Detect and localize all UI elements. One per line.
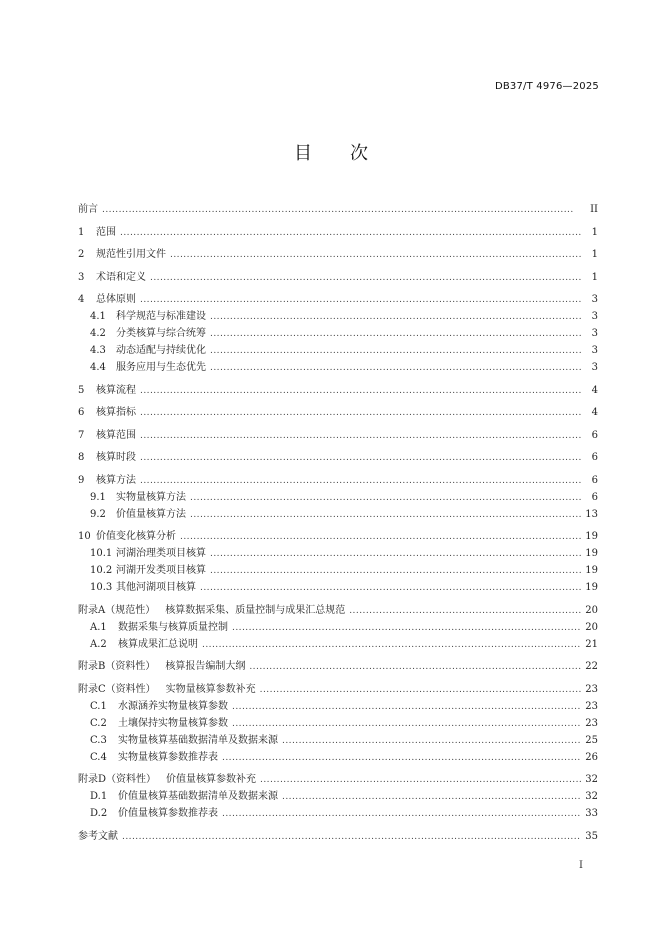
toc-entry[interactable] [78, 382, 598, 399]
table-of-contents [78, 201, 598, 845]
toc-entry-page: 20 [585, 604, 598, 616]
toc-entry[interactable] [78, 788, 598, 805]
toc-entry-page: 3 [591, 311, 598, 322]
toc-leader-dots [210, 546, 581, 563]
toc-entry-number: 1 [78, 226, 85, 238]
toc-entry-page: 6 [591, 452, 598, 463]
toc-leader-dots [260, 682, 582, 699]
toc-entry-page: 32 [585, 774, 598, 785]
toc-entry[interactable] [78, 404, 598, 421]
toc-entry[interactable] [78, 732, 598, 749]
title-char-2: 次 [350, 143, 368, 164]
toc-entry-number: 附录B（资料性） [78, 661, 156, 672]
toc-leader-dots [140, 405, 582, 422]
toc-entry-page: 1 [591, 271, 598, 283]
toc-entry-page: 21 [585, 638, 598, 650]
toc-entry-number: 附录D（资料性） [78, 774, 157, 785]
toc-entry-label: 核算报告编制大纲 [165, 661, 246, 672]
toc-leader-dots [140, 450, 582, 467]
toc-entry-number: 10.3 [90, 582, 113, 593]
toc-leader-dots [260, 772, 581, 789]
toc-leader-dots [140, 292, 582, 309]
toc-entry-label: 数据采集与核算质量控制 [118, 621, 228, 633]
toc-entry-number: 4.4 [90, 362, 106, 373]
toc-entry-page: 23 [585, 717, 598, 729]
toc-leader-dots [232, 716, 581, 733]
toc-entry-label: 核算范围 [96, 429, 136, 441]
toc-entry-number: 9.1 [90, 491, 106, 503]
toc-entry-label: 服务应用与生态优先 [116, 362, 206, 373]
toc-entry-label: 核算成果汇总说明 [118, 638, 198, 650]
toc-entry-page: 26 [585, 751, 598, 763]
toc-entry-page: 33 [585, 808, 598, 819]
toc-entry[interactable] [78, 427, 598, 444]
toc-leader-dots [202, 637, 581, 654]
toc-entry[interactable] [78, 528, 598, 545]
toc-entry-page: 6 [591, 491, 598, 503]
toc-entry-label: 参考文献 [78, 830, 118, 842]
toc-entry[interactable] [78, 269, 598, 286]
toc-entry-label: 核算指标 [96, 407, 136, 418]
toc-entry-label: 价值量核算参数补充 [166, 774, 257, 785]
toc-entry-label: 核算流程 [96, 384, 136, 396]
toc-leader-dots [140, 428, 582, 445]
toc-entry-page: 23 [585, 700, 598, 712]
toc-entry[interactable] [78, 828, 598, 845]
toc-entry-label: 总体原则 [96, 294, 136, 305]
toc-entry[interactable] [78, 201, 598, 218]
toc-entry[interactable] [78, 246, 598, 263]
toc-entry-label: 价值量核算参数推荐表 [118, 808, 218, 819]
toc-entry-page: 19 [585, 531, 598, 542]
toc-leader-dots [232, 620, 581, 637]
toc-entry-page: 1 [591, 249, 598, 260]
toc-entry-number: 3 [78, 271, 85, 283]
toc-entry-number: 10.1 [90, 548, 113, 559]
toc-entry[interactable] [78, 562, 598, 579]
toc-entry-number: A.1 [90, 621, 107, 633]
toc-entry-label: 核算时段 [96, 452, 136, 463]
page-number: I [579, 860, 583, 871]
toc-entry-label: 其他河湖项目核算 [116, 582, 196, 593]
toc-entry-label: 价值量核算基础数据清单及数据来源 [118, 791, 278, 802]
toc-entry-number: C.1 [90, 700, 107, 712]
toc-entry[interactable] [78, 698, 598, 715]
toc-entry-label: 动态适配与持续优化 [116, 345, 206, 356]
toc-entry-page: II [590, 204, 598, 215]
toc-leader-dots [190, 490, 582, 507]
toc-leader-dots [222, 750, 581, 767]
toc-entry-label: 实物量核算参数补充 [165, 683, 256, 695]
toc-leader-dots [349, 603, 581, 620]
toc-leader-dots [140, 383, 582, 400]
toc-entry-label: 价值量核算方法 [116, 508, 186, 520]
page-title [0, 139, 662, 165]
toc-entry[interactable] [78, 359, 598, 376]
toc-entry-page: 35 [585, 830, 598, 842]
toc-leader-dots [249, 659, 581, 676]
toc-entry-label: 规范性引用文件 [96, 249, 166, 260]
toc-entry[interactable] [78, 636, 598, 653]
toc-entry-number: D.2 [90, 808, 108, 819]
toc-entry-label: 实物量核算参数推荐表 [118, 751, 218, 763]
toc-entry-number: 9.2 [90, 508, 106, 520]
title-char-1: 目 [294, 143, 312, 164]
toc-entry-page: 23 [585, 683, 598, 695]
toc-leader-dots [210, 343, 582, 360]
toc-entry-page: 6 [591, 429, 598, 441]
toc-entry-number: 6 [78, 407, 85, 418]
toc-entry[interactable] [78, 472, 598, 489]
toc-entry[interactable] [78, 658, 598, 675]
toc-leader-dots [210, 360, 582, 377]
toc-entry-number: 附录A（规范性） [78, 604, 156, 616]
toc-entry[interactable] [78, 342, 598, 359]
toc-entry-label: 土壤保持实物量核算参数 [118, 717, 228, 729]
toc-entry-number: 8 [78, 452, 85, 463]
toc-entry-label: 核算方法 [96, 474, 136, 486]
toc-leader-dots [190, 507, 581, 524]
toc-entry-label: 实物量核算基础数据清单及数据来源 [118, 734, 278, 746]
toc-entry-number: 2 [78, 249, 85, 260]
toc-entry-number: 4 [78, 294, 85, 305]
toc-leader-dots [282, 733, 581, 750]
toc-entry-page: 25 [585, 734, 598, 746]
toc-entry-page: 3 [591, 362, 598, 373]
toc-entry-page: 32 [585, 791, 598, 802]
toc-entry-number: 附录C（资料性） [78, 683, 156, 695]
toc-entry-label: 术语和定义 [96, 271, 146, 283]
toc-leader-dots [282, 789, 581, 806]
toc-entry-label: 科学规范与标准建设 [116, 311, 206, 322]
toc-entry-page: 19 [585, 548, 598, 559]
toc-entry-number: 4.3 [90, 345, 106, 356]
toc-entry-number: 9 [78, 474, 85, 486]
toc-entry[interactable] [78, 308, 598, 325]
toc-entry-label: 河湖治理类项目核算 [116, 548, 206, 559]
toc-entry[interactable] [78, 291, 598, 308]
toc-leader-dots [210, 309, 582, 326]
toc-entry[interactable] [78, 602, 598, 619]
toc-entry-number: A.2 [90, 638, 107, 650]
toc-leader-dots [232, 699, 581, 716]
toc-entry-number: D.1 [90, 791, 108, 802]
toc-entry[interactable] [78, 449, 598, 466]
toc-entry-label: 分类核算与综合统筹 [116, 328, 206, 339]
toc-entry-label: 实物量核算方法 [116, 491, 186, 503]
toc-entry[interactable] [78, 325, 598, 342]
toc-leader-dots [170, 247, 582, 264]
toc-entry-page: 19 [585, 565, 598, 576]
toc-entry-page: 19 [585, 582, 598, 593]
toc-entry-page: 3 [591, 294, 598, 305]
toc-leader-dots [180, 529, 581, 546]
toc-entry[interactable] [78, 489, 598, 506]
toc-entry-label: 前言 [78, 204, 98, 215]
toc-entry-number: 5 [78, 384, 85, 396]
toc-entry-number: 7 [78, 429, 85, 441]
toc-entry[interactable] [78, 545, 598, 562]
toc-entry-label: 核算数据采集、质量控制与成果汇总规范 [165, 604, 346, 616]
toc-leader-dots [140, 473, 582, 490]
toc-entry-number: 4.2 [90, 328, 106, 339]
toc-leader-dots [210, 326, 582, 343]
toc-entry-label: 河湖开发类项目核算 [116, 565, 206, 576]
toc-entry-page: 3 [591, 328, 598, 339]
toc-entry-label: 范围 [96, 226, 116, 238]
toc-entry-number: 10 [78, 531, 91, 542]
toc-entry-page: 13 [585, 508, 598, 520]
toc-entry-number: 4.1 [90, 311, 106, 322]
toc-leader-dots [200, 580, 581, 597]
toc-leader-dots [120, 225, 582, 242]
toc-entry-number: 10.2 [90, 565, 113, 576]
toc-entry[interactable] [78, 681, 598, 698]
toc-entry[interactable] [78, 619, 598, 636]
toc-entry[interactable] [78, 579, 598, 596]
toc-entry-number: C.2 [90, 717, 107, 729]
toc-entry-page: 3 [591, 345, 598, 356]
toc-leader-dots [222, 806, 581, 823]
toc-entry-page: 22 [585, 661, 598, 672]
toc-entry-number: C.4 [90, 751, 107, 763]
toc-entry-page: 20 [585, 621, 598, 633]
toc-entry[interactable] [78, 805, 598, 822]
toc-leader-dots [210, 563, 581, 580]
toc-leader-dots [122, 829, 581, 846]
toc-entry-label: 价值变化核算分析 [96, 531, 176, 542]
toc-entry-number: C.3 [90, 734, 107, 746]
document-code: DB37/T 4976—2025 [494, 81, 599, 92]
toc-entry-label: 水源涵养实物量核算参数 [118, 700, 228, 712]
toc-entry[interactable] [78, 771, 598, 788]
toc-entry-page: 1 [591, 226, 598, 238]
toc-entry-page: 6 [591, 474, 598, 486]
toc-entry[interactable] [78, 506, 598, 523]
toc-leader-dots [150, 270, 582, 287]
toc-entry[interactable] [78, 715, 598, 732]
toc-entry[interactable] [78, 224, 598, 241]
toc-leader-dots [102, 202, 582, 219]
toc-entry-page: 4 [591, 384, 598, 396]
toc-entry[interactable] [78, 749, 598, 766]
toc-entry-page: 4 [591, 407, 598, 418]
